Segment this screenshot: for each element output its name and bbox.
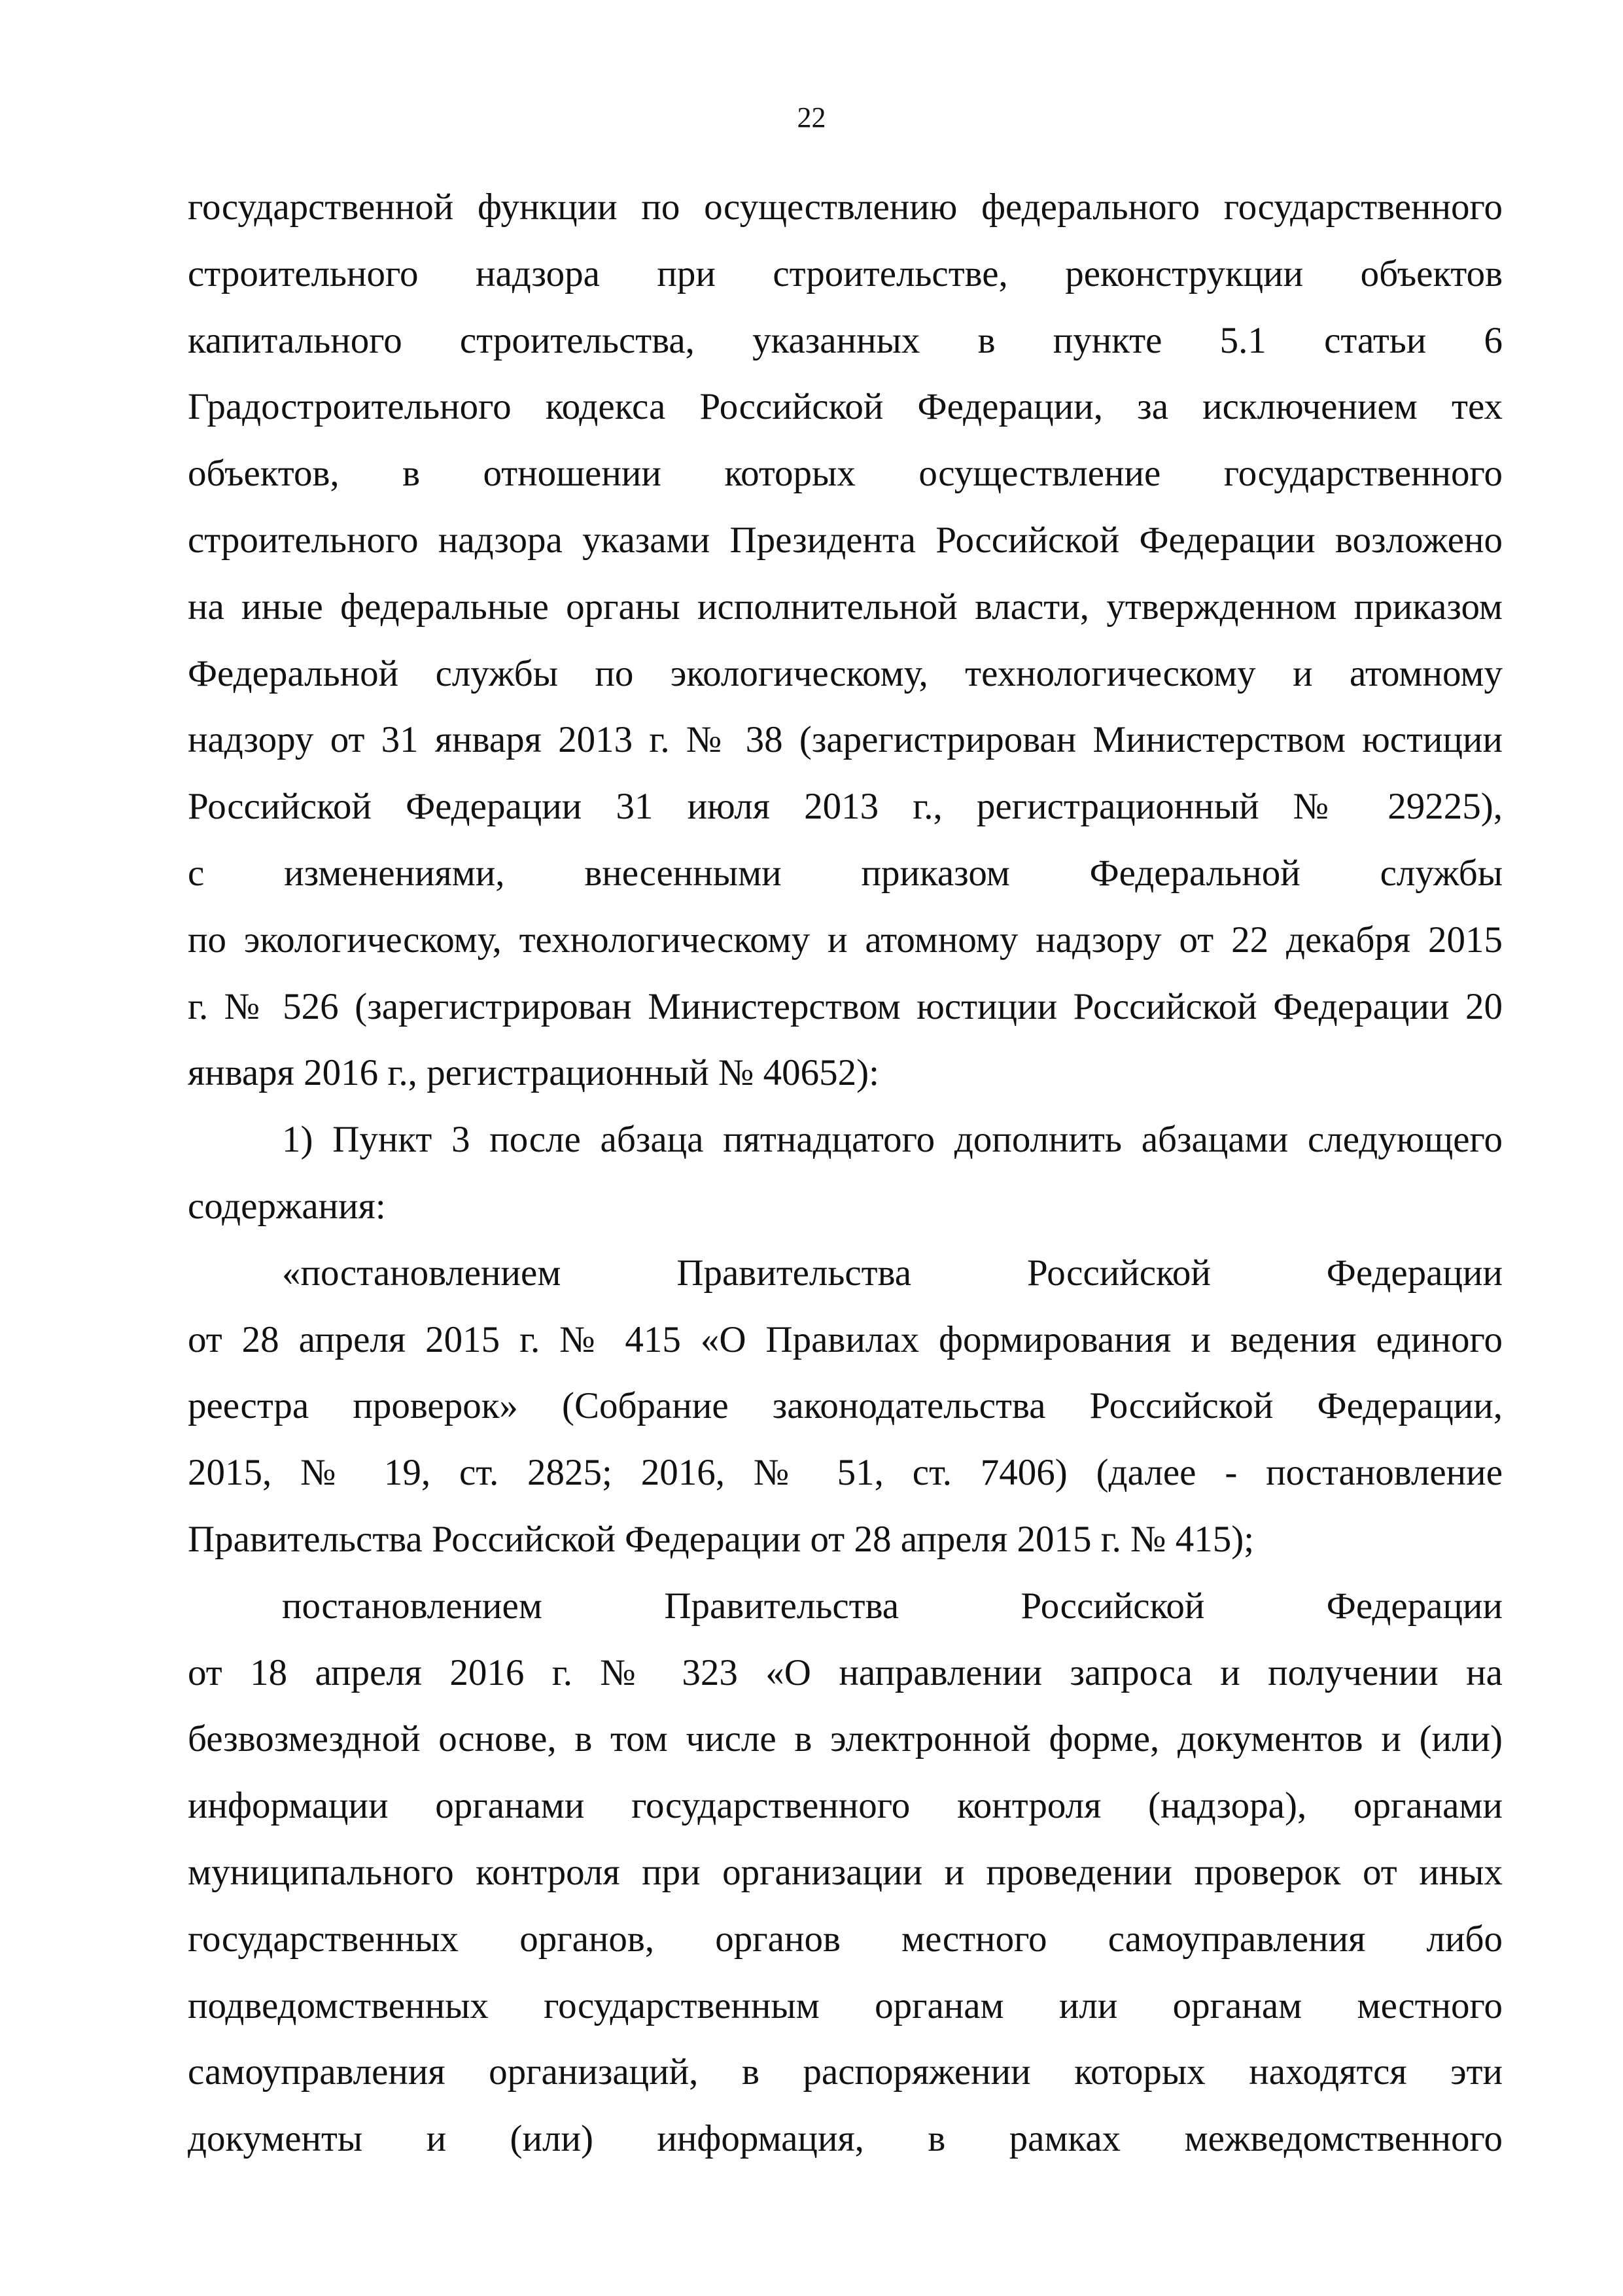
- page-number: 22: [797, 101, 826, 133]
- text-line: от 28 апреля 2015 г. № 415 «О Правилах формирования и ведения единого: [188, 1318, 1503, 1360]
- text-line: строительного надзора указами Президента Российской Федерации возложено: [188, 519, 1503, 561]
- text-line: 2015, № 19, ст. 2825; 2016, № 51, ст. 7406) (далее - постановление: [188, 1452, 1503, 1494]
- text-line: Правительства Российской Федерации от 28 апреля 2015 г. № 415);: [188, 1518, 1255, 1560]
- document-body: [188, 174, 1503, 2172]
- text-line: Градостроительного кодекса Российской Федерации, за исключением тех: [188, 386, 1503, 428]
- text-line: безвозмездной основе, в том числе в электронной форме, документов и (или): [188, 1718, 1503, 1760]
- text-line: подведомственных государственным органам или органам местного: [188, 1985, 1503, 2026]
- text-line: надзору от 31 января 2013 г. № 38 (зарегистрирован Министерством юстиции: [188, 719, 1503, 761]
- text-line: самоуправления организаций, в распоряжении которых находятся эти: [188, 2051, 1503, 2093]
- text-line: документы и (или) информация, в рамках межведомственного: [188, 2118, 1503, 2160]
- text-line: от 18 апреля 2016 г. № 323 «О направлении запроса и получении на: [188, 1651, 1503, 1693]
- text-line: реестра проверок» (Собрание законодательства Российской Федерации,: [188, 1385, 1503, 1427]
- text-line: г. № 526 (зарегистрирован Министерством юстиции Российской Федерации 20: [188, 985, 1503, 1027]
- text-line: по экологическому, технологическому и атомному надзору от 22 декабря 2015: [188, 919, 1503, 961]
- text-line: государственных органов, органов местного самоуправления либо: [188, 1918, 1503, 1960]
- text-line: содержания:: [188, 1185, 386, 1227]
- text-line: муниципального контроля при организации и проведении проверок от иных: [188, 1851, 1503, 1893]
- text-line: «постановлением Правительства Российской Федерации: [282, 1252, 1503, 1294]
- text-line: капитального строительства, указанных в пункте 5.1 статьи 6: [188, 319, 1503, 361]
- text-line: государственной функции по осуществлению федерального государственного: [188, 186, 1503, 228]
- text-line: объектов, в отношении которых осуществление государственного: [188, 453, 1503, 495]
- text-line: Федеральной службы по экологическому, технологическому и атомному: [188, 652, 1503, 694]
- text-line: 1) Пункт 3 после абзаца пятнадцатого дополнить абзацами следующего: [282, 1119, 1503, 1161]
- text-line: Российской Федерации 31 июля 2013 г., регистрационный № 29225),: [188, 786, 1503, 828]
- text-line: на иные федеральные органы исполнительной власти, утвержденном приказом: [188, 586, 1503, 627]
- text-line: информации органами государственного контроля (надзора), органами: [188, 1785, 1503, 1827]
- text-line: января 2016 г., регистрационный № 40652):: [188, 1052, 880, 1094]
- text-line: с изменениями, внесенными приказом Федеральной службы: [188, 852, 1503, 894]
- text-line: строительного надзора при строительстве, реконструкции объектов: [188, 253, 1503, 294]
- text-line: постановлением Правительства Российской Федерации: [282, 1585, 1503, 1627]
